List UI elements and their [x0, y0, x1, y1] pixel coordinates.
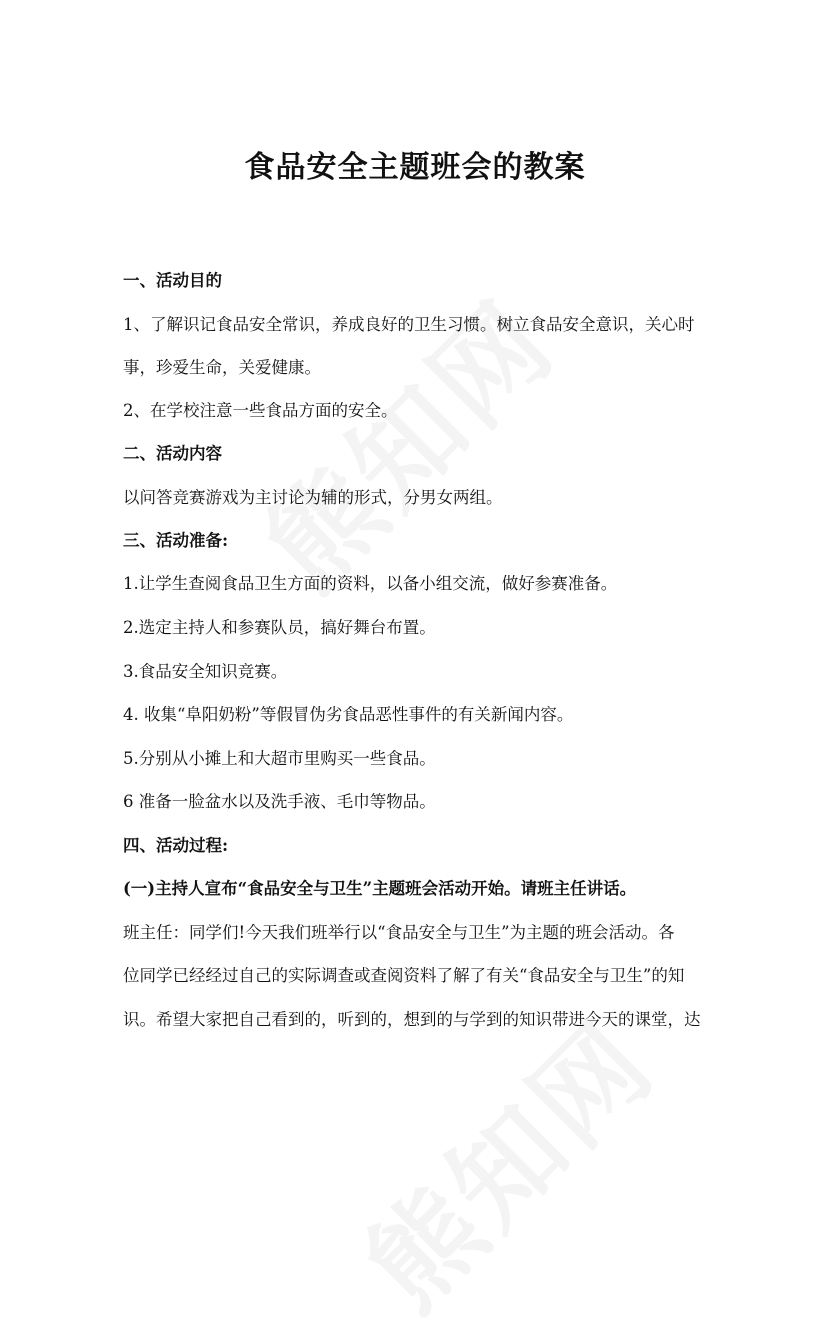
section-heading-preparation: 三、活动准备: — [123, 531, 229, 550]
list-item: 3.食品安全知识竞赛。 — [123, 662, 288, 681]
paragraph-line: 2、在学校注意一些食品方面的安全。 — [123, 401, 398, 420]
section-heading-content: 二、活动内容 — [123, 444, 222, 463]
list-item: 5.分别从小摊上和大超市里购买一些食品。 — [123, 749, 436, 768]
subsection-heading: (一)主持人宣布“食品安全与卫生”主题班会活动开始。请班主任讲话。 — [123, 879, 637, 898]
section-heading-process: 四、活动过程: — [123, 836, 229, 855]
list-item: 6 准备一脸盆水以及洗手液、毛巾等物品。 — [123, 792, 436, 811]
paragraph-line: 1、了解识记食品安全常识，养成良好的卫生习惯。树立食品安全意识，关心时 — [123, 315, 695, 334]
paragraph-line: 以问答竞赛游戏为主讨论为辅的形式，分男女两组。 — [123, 488, 503, 507]
list-item: 4. 收集“阜阳奶粉”等假冒伪劣食品恶性事件的有关新闻内容。 — [123, 705, 574, 724]
list-item: 2.选定主持人和参赛队员，搞好舞台布置。 — [123, 618, 436, 637]
paragraph-line: 识。希望大家把自己看到的，听到的，想到的与学到的知识带进今天的课堂，达 — [123, 1010, 701, 1029]
list-item: 1.让学生查阅食品卫生方面的资料，以备小组交流，做好参赛准备。 — [123, 574, 618, 593]
paragraph-line: 班主任：同学们!今天我们班举行以“食品安全与卫生”为主题的班会活动。各 — [123, 923, 675, 942]
document-title: 食品安全主题班会的教案 — [244, 150, 586, 185]
paragraph-line: 位同学已经经过自己的实际调查或查阅资料了解了有关“食品安全与卫生”的知 — [123, 966, 685, 985]
watermark — [325, 980, 683, 1338]
section-heading-purpose: 一、活动目的 — [123, 271, 222, 290]
paragraph-line: 事，珍爱生命，关爱健康。 — [123, 358, 321, 377]
